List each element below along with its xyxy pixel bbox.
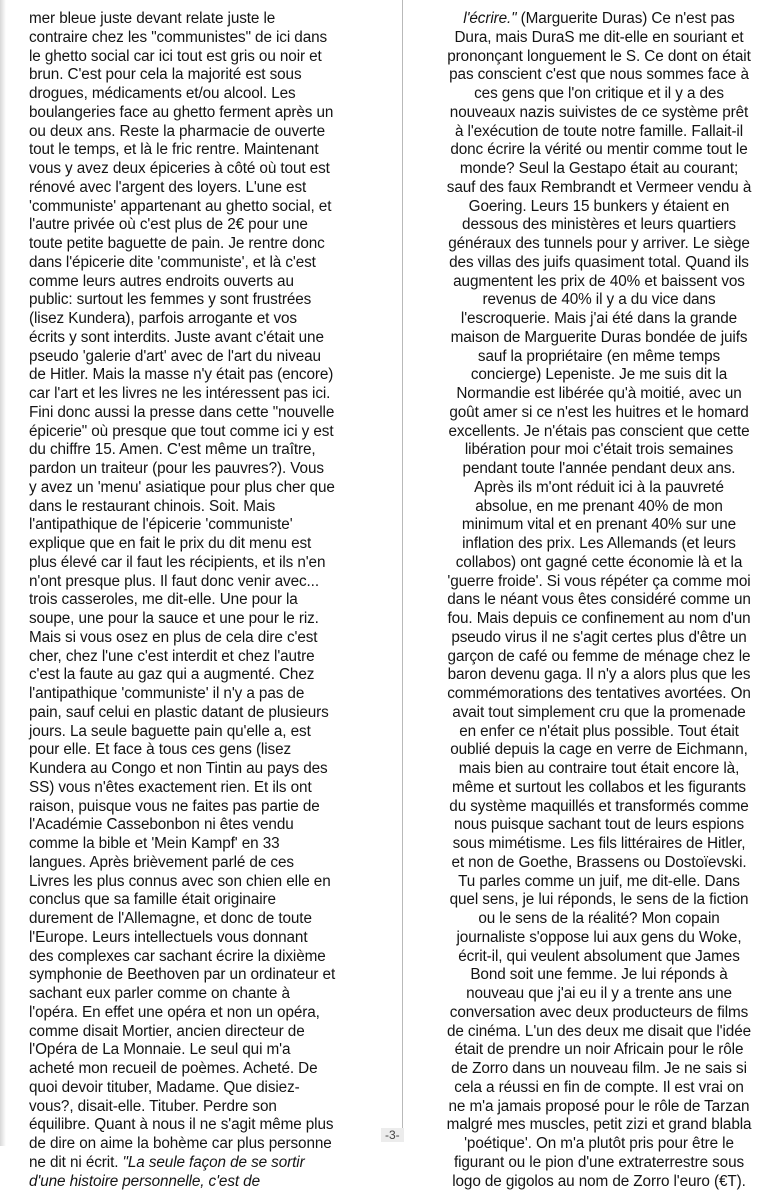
text-line: prononçant longuement le S. Ce dont on était: [423, 48, 775, 67]
text-line: 'guerre froide'. Si vous répéter ça comme moi: [423, 573, 775, 592]
scan-edge-shadow: [0, 0, 6, 1146]
text-line: langues. Après brièvement parlé de ces: [29, 854, 374, 873]
text-line: pas conscient c'est que nous sommes face à: [423, 66, 775, 85]
text-line: épicerie" où presque que tout comme ici y est: [29, 423, 374, 442]
text-line: généraux des tunnels pour y arriver. Le siège: [423, 235, 775, 254]
text-line: maison de Marguerite Duras bondée de juifs: [423, 329, 775, 348]
text-line: de Hitler. Mais la masse n'y était pas (encore): [29, 366, 374, 385]
text-line: l'Opéra de La Monnaie. Le seul qui m'a: [29, 1041, 374, 1060]
text-line: à l'exécution de toute notre famille. Fallait-il: [423, 123, 775, 142]
text-line: excellents. Je n'étais pas conscient que cette: [423, 423, 775, 442]
text-line: avait tout simplement cru que la promenade: [423, 704, 775, 723]
text-line: des villas des juifs quasiment total. Quand ils: [423, 254, 775, 273]
text-line: Bond soit une femme. Je lui réponds à: [423, 966, 775, 985]
text-line: sous mimétisme. Les fils littéraires de Hitler,: [423, 835, 775, 854]
text-line: dans l'épicerie dite 'communiste', et là c'est: [29, 254, 374, 273]
text-line: ou deux ans. Reste la pharmacie de ouverte: [29, 123, 374, 142]
text-line: l'opéra. En effet une opéra et non un opéra,: [29, 1004, 374, 1023]
text-line: de Zorro dans un nouveau film. Je ne sais si: [423, 1060, 775, 1079]
text-line: augmentent les prix de 40% et baissent vos: [423, 273, 775, 292]
text-line: en enfer ce n'était plus possible. Tout était: [423, 723, 775, 742]
text-line: drogues, médicaments et/ou alcool. Les: [29, 85, 374, 104]
text-line: pour elle. Et face à tous ces gens (lisez: [29, 741, 374, 760]
text-line: Après ils m'ont réduit ici à la pauvreté: [423, 479, 775, 498]
text-line: des complexes car sachant écrire la dixième: [29, 948, 374, 967]
text-line: minimum vital et en prenant 40% sur une: [423, 516, 775, 535]
text-line: malgré mes muscles, petit zizi et grand blabla: [423, 1116, 775, 1135]
text-line: quel sens, je lui réponds, le sens de la fiction: [423, 891, 775, 910]
text-line: même et surtout les collabos et les figurants: [423, 779, 775, 798]
right-text-column: [423, 10, 775, 1191]
text-line: 'communiste' appartenant au ghetto social, et: [29, 198, 374, 217]
text-line: mais bien au contraire tout était encore là,: [423, 760, 775, 779]
text-line: commémorations des tentatives avortées. On: [423, 685, 775, 704]
text-line: de dire on aime la bohème car plus personne: [29, 1135, 374, 1154]
text-line: explique que en fait le prix du dit menu est: [29, 535, 374, 554]
text-line: absolue, en me prenant 40% de mon: [423, 498, 775, 517]
text-line: n'ont presque plus. Il faut donc venir avec...: [29, 573, 374, 592]
text-line: goût amer si ce n'est les huitres et le homard: [423, 404, 775, 423]
text-line: comme leurs autres endroits ouverts au: [29, 273, 374, 292]
text-line: car l'art et les livres ne les intéressent pas ici.: [29, 385, 374, 404]
text-line: (lisez Kundera), parfois arrogante et vos: [29, 310, 374, 329]
text-line: comme la bible et 'Mein Kampf' en 33: [29, 835, 374, 854]
text-line: l'escroquerie. Mais j'ai été dans la grande: [423, 310, 775, 329]
text-line: pain, sauf celui en plastic datant de plusieurs: [29, 704, 374, 723]
text-line: l'antipathique 'communiste' il n'y a pas de: [29, 685, 374, 704]
text-line: du chiffre 15. Amen. C'est même un traître,: [29, 441, 374, 460]
text-line: ne dit ni écrit. "La seule façon de se sortir: [29, 1154, 374, 1173]
text-line: ces gens que l'on critique et il y a des: [423, 85, 775, 104]
page-number: -3-: [381, 1128, 404, 1142]
text-line: Fini donc aussi la presse dans cette "nouvelle: [29, 404, 374, 423]
text-line: dans le restaurant chinois. Soit. Mais: [29, 498, 374, 517]
text-line: y avez un 'menu' asiatique pour plus cher que: [29, 479, 374, 498]
text-line: nous puisque sachant tout de leurs espions: [423, 816, 775, 835]
text-line: l'Académie Cassebonbon ni êtes vendu: [29, 816, 374, 835]
text-line: inflation des prix. Les Allemands (et leurs: [423, 535, 775, 554]
text-line: sauf la propriétaire (en même temps: [423, 348, 775, 367]
text-line: ou le sens de la réalité? Mon copain: [423, 910, 775, 929]
text-line: comme disait Mortier, ancien directeur de: [29, 1023, 374, 1042]
text-line: symphonie de Beethoven par un ordinateur et: [29, 966, 374, 985]
text-line: raison, puisque vous ne faites pas partie de: [29, 798, 374, 817]
text-line: vous y avez deux épiceries à côté où tout est: [29, 160, 374, 179]
text-line: c'est la faute au gaz qui a augmenté. Chez: [29, 666, 374, 685]
text-line: oublié depuis la cage en verre de Eichmann,: [423, 741, 775, 760]
text-line: public: surtout les femmes y sont frustrées: [29, 291, 374, 310]
text-line: boulangeries face au ghetto ferment après un: [29, 104, 374, 123]
text-line: plus élevé car il faut les récipients, et ils n'en: [29, 554, 374, 573]
left-text-column: [29, 10, 374, 1191]
text-line: était de prendre un noir Africain pour le rôle: [423, 1041, 775, 1060]
text-line: rénové avec l'argent des loyers. L'une est: [29, 179, 374, 198]
text-line: brun. C'est pour cela la majorité est sous: [29, 66, 374, 85]
text-line: d'une histoire personnelle, c'est de: [29, 1173, 374, 1191]
text-line: équilibre. Quant à nous il ne s'agit même plus: [29, 1116, 374, 1135]
text-line: libération pour moi c'était trois semaines: [423, 441, 775, 460]
text-line: SS) vous n'êtes exactement rien. Et ils ont: [29, 779, 374, 798]
text-line: garçon de café ou femme de ménage chez le: [423, 648, 775, 667]
text-line: pendant toute l'année pendant deux ans.: [423, 460, 775, 479]
text-line: dessous des ministères et leurs quartiers: [423, 216, 775, 235]
text-line: vous?, disait-elle. Tituber. Perdre son: [29, 1098, 374, 1117]
text-line: et non de Goethe, Brassens ou Dostoïevski.: [423, 854, 775, 873]
text-line: trois casseroles, me dit-elle. Une pour la: [29, 591, 374, 610]
text-line: Kundera au Congo et non Tintin au pays des: [29, 760, 374, 779]
text-line: sachant eux parler comme on chante à: [29, 985, 374, 1004]
text-line: l'écrire." (Marguerite Duras) Ce n'est pas: [423, 10, 775, 29]
text-line: concierge) Lepeniste. Je me suis dit la: [423, 366, 775, 385]
text-line: ne m'a jamais proposé pour le rôle de Tarzan: [423, 1098, 775, 1117]
text-line: nouveau que j'ai eu il y a trente ans une: [423, 985, 775, 1004]
text-line: revenus de 40% il y a du vice dans: [423, 291, 775, 310]
text-line: acheté mon recueil de poèmes. Acheté. De: [29, 1060, 374, 1079]
text-line: monde? Seul la Gestapo était au courant;: [423, 160, 775, 179]
text-line: Livres les plus connus avec son chien elle en: [29, 873, 374, 892]
text-line: du système maquillés et transformés comme: [423, 798, 775, 817]
text-line: conversation avec deux producteurs de films: [423, 1004, 775, 1023]
text-line: logo de gigolos au nom de Zorro l'euro (€T).: [423, 1173, 775, 1191]
text-line: journaliste s'oppose lui aux gens du Woke,: [423, 929, 775, 948]
text-line: contraire chez les "communistes" de ici dans: [29, 29, 374, 48]
text-line: tout le temps, et là le fric rentre. Maintenant: [29, 141, 374, 160]
text-line: de cinéma. L'un des deux me disait que l'idée: [423, 1023, 775, 1042]
text-line: durement de l'Allemagne, et donc de toute: [29, 910, 374, 929]
text-line: soupe, une pour la sauce et une pour le riz.: [29, 610, 374, 629]
text-line: figurant ou le pion d'une extraterrestre sous: [423, 1154, 775, 1173]
text-line: Dura, mais DuraS me dit-elle en souriant et: [423, 29, 775, 48]
text-line: nouveaux nazis suivistes de ce système prêt: [423, 104, 775, 123]
text-line: pseudo 'galerie d'art' avec de l'art du niveau: [29, 348, 374, 367]
text-line: 'poétique'. On m'a plutôt pris pour être le: [423, 1135, 775, 1154]
text-line: cher, chez l'une c'est interdit et chez l'autre: [29, 648, 374, 667]
column-divider: [402, 0, 403, 1134]
text-line: pseudo virus il ne s'agit certes plus d'être un: [423, 629, 775, 648]
text-line: sauf des faux Rembrandt et Vermeer vendu à: [423, 179, 775, 198]
text-line: conclus que sa famille était originaire: [29, 891, 374, 910]
text-line: toute petite baguette de pain. Je rentre donc: [29, 235, 374, 254]
text-line: l'antipathique de l'épicerie 'communiste': [29, 516, 374, 535]
text-line: l'autre privée où c'est plus de 2€ pour une: [29, 216, 374, 235]
text-line: jours. La seule baguette pain qu'elle a, est: [29, 723, 374, 742]
text-line: Normandie est libérée qu'à moitié, avec un: [423, 385, 775, 404]
text-line: baron devenu gaga. Il n'y a alors plus que les: [423, 666, 775, 685]
text-line: fou. Mais depuis ce confinement au nom d'un: [423, 610, 775, 629]
text-line: donc écrire la vérité ou mentir comme tout le: [423, 141, 775, 160]
text-line: écrit-il, qui veulent absolument que James: [423, 948, 775, 967]
text-line: cela a réussi en fin de compte. Il est vrai on: [423, 1079, 775, 1098]
text-line: collabos) ont gagné cette économie là et la: [423, 554, 775, 573]
text-line: l'Europe. Leurs intellectuels vous donnant: [29, 929, 374, 948]
text-line: quoi devoir tituber, Madame. Que disiez-: [29, 1079, 374, 1098]
text-line: Tu parles comme un juif, me dit-elle. Dans: [423, 873, 775, 892]
text-line: mer bleue juste devant relate juste le: [29, 10, 374, 29]
text-line: le ghetto social car ici tout est gris ou noir et: [29, 48, 374, 67]
text-line: Goering. Leurs 15 bunkers y étaient en: [423, 198, 775, 217]
text-line: dans le néant vous êtes considéré comme un: [423, 591, 775, 610]
text-line: écrits y sont interdits. Juste avant c'était une: [29, 329, 374, 348]
text-line: pardon un traiteur (pour les pauvres?). Vous: [29, 460, 374, 479]
text-line: Mais si vous osez en plus de cela dire c'est: [29, 629, 374, 648]
